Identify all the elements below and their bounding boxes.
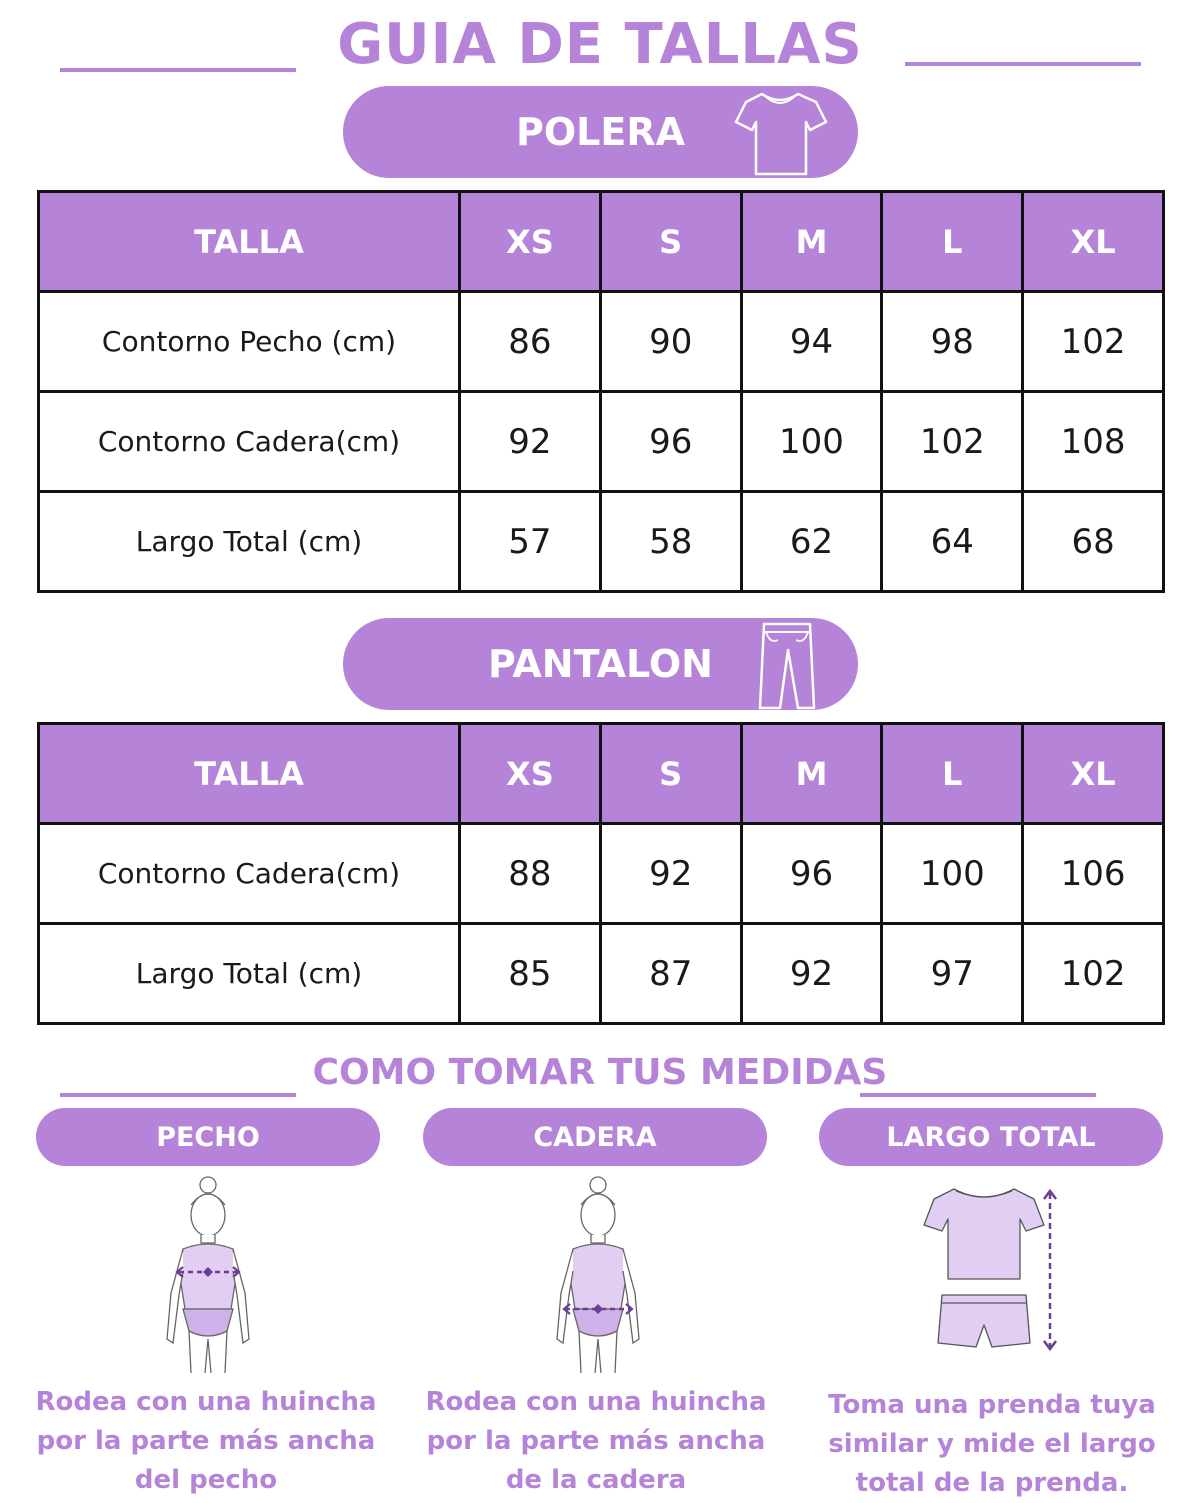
table-row	[39, 392, 1164, 492]
cell-value: 62	[741, 492, 882, 592]
largo-total-label: LARGO TOTAL	[819, 1108, 1163, 1166]
row-label: Contorno Pecho (cm)	[39, 292, 460, 392]
cell-value: 90	[600, 292, 741, 392]
table-row	[39, 924, 1164, 1024]
pecho-description	[26, 1383, 386, 1500]
table-row	[39, 824, 1164, 924]
desc-line: Rodea con una huincha	[35, 1387, 377, 1417]
body-hip-measure-icon	[543, 1175, 653, 1375]
howto-rule-left	[60, 1093, 296, 1097]
polera-section-title: POLERA	[516, 110, 685, 154]
cadera-description	[416, 1383, 776, 1500]
header-cell: S	[600, 724, 741, 824]
cell-value: 102	[882, 392, 1023, 492]
cell-value: 92	[741, 924, 882, 1024]
pantalon-size-table	[37, 722, 1165, 1025]
row-label: Contorno Cadera(cm)	[39, 824, 460, 924]
cell-value: 92	[600, 824, 741, 924]
desc-line: total de la prenda.	[855, 1468, 1129, 1498]
header-cell: TALLA	[39, 192, 460, 292]
howto-rule-right	[860, 1093, 1096, 1097]
cell-value: 58	[600, 492, 741, 592]
desc-line: de la cadera	[505, 1465, 687, 1495]
row-label: Contorno Cadera(cm)	[39, 392, 460, 492]
cell-value: 108	[1023, 392, 1164, 492]
desc-line: por la parte más ancha	[426, 1426, 766, 1456]
pants-icon	[752, 620, 822, 712]
header-cell: XS	[460, 192, 601, 292]
body-chest-measure-icon	[153, 1175, 263, 1375]
polera-size-table	[37, 190, 1165, 593]
garment-length-measure-icon	[920, 1175, 1070, 1365]
tshirt-icon	[732, 88, 828, 178]
table-row	[39, 292, 1164, 392]
pantalon-section-title: PANTALON	[488, 642, 713, 686]
header-cell: XS	[460, 724, 601, 824]
cell-value: 88	[460, 824, 601, 924]
cell-value: 68	[1023, 492, 1164, 592]
header-cell: M	[741, 192, 882, 292]
cell-value: 57	[460, 492, 601, 592]
cell-value: 86	[460, 292, 601, 392]
howto-title: COMO TOMAR TUS MEDIDAS	[312, 1052, 888, 1093]
desc-line: Rodea con una huincha	[425, 1387, 767, 1417]
cell-value: 64	[882, 492, 1023, 592]
title-rule-right	[905, 62, 1141, 66]
header-cell: XL	[1023, 724, 1164, 824]
cell-value: 100	[741, 392, 882, 492]
table-header-row	[39, 192, 1164, 292]
cell-value: 96	[600, 392, 741, 492]
cell-value: 98	[882, 292, 1023, 392]
cell-value: 87	[600, 924, 741, 1024]
cell-value: 106	[1023, 824, 1164, 924]
header-cell: L	[882, 724, 1023, 824]
cell-value: 94	[741, 292, 882, 392]
header-cell: M	[741, 724, 882, 824]
cell-value: 102	[1023, 292, 1164, 392]
row-label: Largo Total (cm)	[39, 924, 460, 1024]
header-cell: XL	[1023, 192, 1164, 292]
cell-value: 100	[882, 824, 1023, 924]
pecho-label: PECHO	[36, 1108, 380, 1166]
cell-value: 102	[1023, 924, 1164, 1024]
pantalon-section-header	[343, 618, 858, 710]
table-header-row	[39, 724, 1164, 824]
largo-total-description	[812, 1386, 1172, 1503]
header-cell: S	[600, 192, 741, 292]
cell-value: 85	[460, 924, 601, 1024]
header-cell: L	[882, 192, 1023, 292]
desc-line: del pecho	[134, 1465, 278, 1495]
cell-value: 92	[460, 392, 601, 492]
cell-value: 96	[741, 824, 882, 924]
page-title: GUIA DE TALLAS	[337, 12, 863, 77]
desc-line: por la parte más ancha	[36, 1426, 376, 1456]
header-cell: TALLA	[39, 724, 460, 824]
cadera-label: CADERA	[423, 1108, 767, 1166]
row-label: Largo Total (cm)	[39, 492, 460, 592]
desc-line: Toma una prenda tuya	[828, 1390, 1156, 1420]
desc-line: similar y mide el largo	[828, 1429, 1156, 1459]
cell-value: 97	[882, 924, 1023, 1024]
table-row	[39, 492, 1164, 592]
polera-section-header	[343, 86, 858, 178]
